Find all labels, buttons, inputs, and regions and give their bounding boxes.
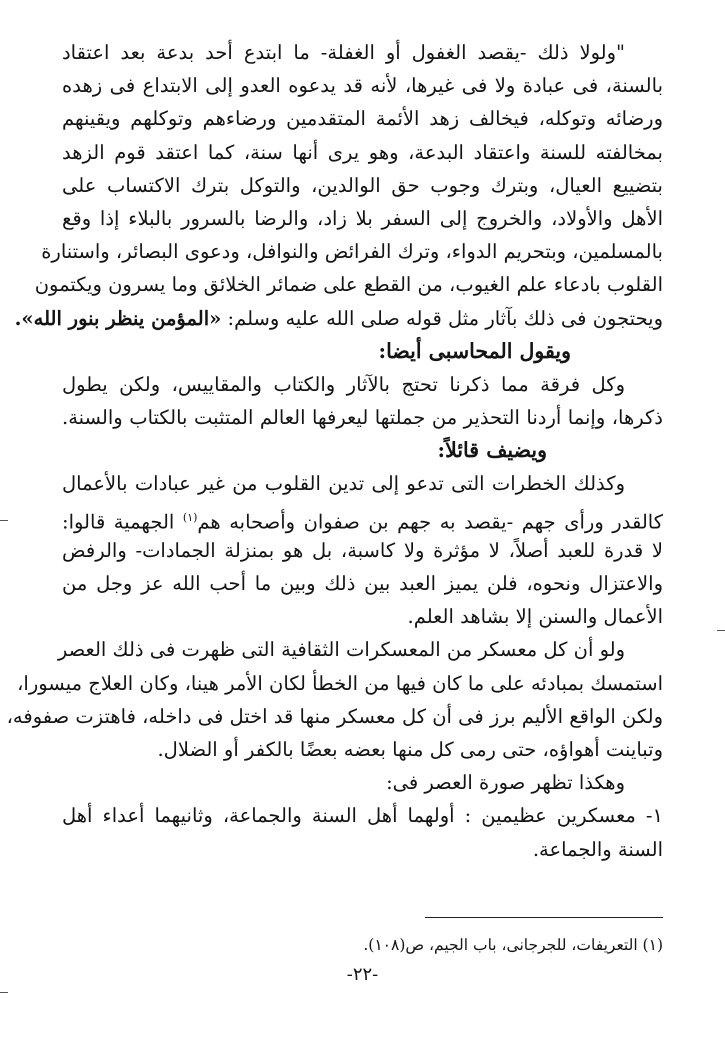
- body-paragraph: [6, 633, 663, 766]
- text-line: بالسنة، فى عبادة ولا فى غيرها، لأنه قد يدعوه العدو إلى الابتداع فى زهده: [62, 74, 663, 98]
- text-line: بتضييع العيال، وبترك وجوب حق الوالدين، والتوكل بترك الاكتساب على: [62, 173, 663, 197]
- text-line-with-footnote-ref: [62, 501, 663, 534]
- text-line: الأعمال والسنن إلا بشاهد العلم.: [407, 605, 663, 629]
- quote-paragraph: [14, 36, 663, 335]
- text-line: بالمسلمين، وبتحريم الدواء، وترك الفرائض والنوافل، ودعوى البصائر، واستنارة: [41, 240, 663, 264]
- text-line: السنة والجماعة.: [532, 837, 663, 861]
- text-line-with-hadith: [14, 302, 663, 335]
- text-line: لا قدرة للعبد أصلاً، لا مؤثرة ولا كاسبة، بل هو بمنزلة الجمادات- والرفض: [62, 538, 663, 562]
- page-body: [6, 36, 663, 866]
- section-heading: ويقول المحاسبى أيضا:: [378, 338, 571, 363]
- text-line: ورضائه وتوكله، فيخالف زهد الأئمة المتقدمين ورضاءهم وتوكلهم ويقينهم: [62, 107, 663, 131]
- text-line: ولو أن كل معسكر من المعسكرات الثقافية التى ظهرت فى ذلك العصر: [57, 638, 625, 662]
- footnote-reference[interactable]: (١): [182, 510, 198, 524]
- section-heading: ويضيف قائلاً:: [437, 438, 547, 463]
- text-line: وهكذا تظهر صورة العصر فى:: [386, 771, 625, 795]
- hadith-quote: «المؤمن ينظر بنور الله».: [14, 306, 222, 330]
- body-paragraph: [62, 368, 663, 434]
- text-line: القلوب بادعاء علم الغيوب، من القطع على ضمائر الخلائق وما يسرون ويكتمون: [34, 273, 663, 297]
- margin-mark: [717, 630, 725, 631]
- text-line: وكل فرقة مما ذكرنا تحتج بالآثار والكتاب والمقاييس، ولكن يطول: [62, 372, 625, 396]
- text-line: وتباينت أهواؤه، حتى رمى كل منها بعضه بعضًا بالكفر أو الضلال.: [157, 737, 663, 761]
- footnote-separator: [425, 917, 663, 918]
- footnote: (١) التعريفات، للجرجانى، باب الجيم، ص(١٠٨).: [363, 936, 663, 954]
- text-fragment: ويحتجون فى ذلك بآثار مثل قوله صلى الله عليه وسلم:: [227, 306, 663, 330]
- text-line: استمسك بمبادئه على ما كان فيها من الخطأ لكان الأمر هينا، وكان العلاج ميسورا،: [17, 671, 663, 695]
- margin-mark: [0, 992, 8, 993]
- text-line: ١- معسكرين عظيمين : أولهما أهل السنة والجماعة، وثانيهما أعداء أهل: [62, 804, 663, 828]
- text-fragment: الجهمية قالوا:: [62, 510, 183, 534]
- text-line: ذكرها، وإنما أردنا التحذير من جملتها ليعرفها العالم المتثبت بالكتاب والسنة.: [62, 406, 663, 430]
- text-line: والاعتزال ونحوه، فلن يميز العبد بين ذلك وبين ما أحب الله عز وجل من: [62, 572, 663, 595]
- numbered-item: [62, 799, 663, 865]
- text-line: بمخالفته للسنة واعتقاد البدعة، وهو يرى أنها سنة، كما اعتقد قوم الزهد: [62, 140, 663, 164]
- text-line: ولكن الواقع الأليم برز فى أن كل معسكر منها قد اختل فى داخله، فاهتزت صفوفه،: [6, 704, 663, 728]
- margin-mark: [0, 520, 8, 521]
- text-fragment: كالقدر ورأى جهم -يقصد به جهم بن صفوان وأصحابه هم: [197, 510, 663, 534]
- page-number: -٢٢-: [346, 964, 379, 985]
- text-line: الأهل والأولاد، والخروج إلى السفر بلا زاد، والرضا بالسرور بالبلاء إذا وقع: [62, 206, 663, 230]
- text-line: "ولولا ذلك -يقصد الغفول أو الغفلة- ما ابتدع أحد بدعة بعد اعتقاد: [62, 41, 625, 64]
- text-line: وكذلك الخطرات التى تدعو إلى تدين القلوب من غير عبادات بالأعمال: [62, 472, 625, 496]
- body-paragraph: [62, 467, 663, 633]
